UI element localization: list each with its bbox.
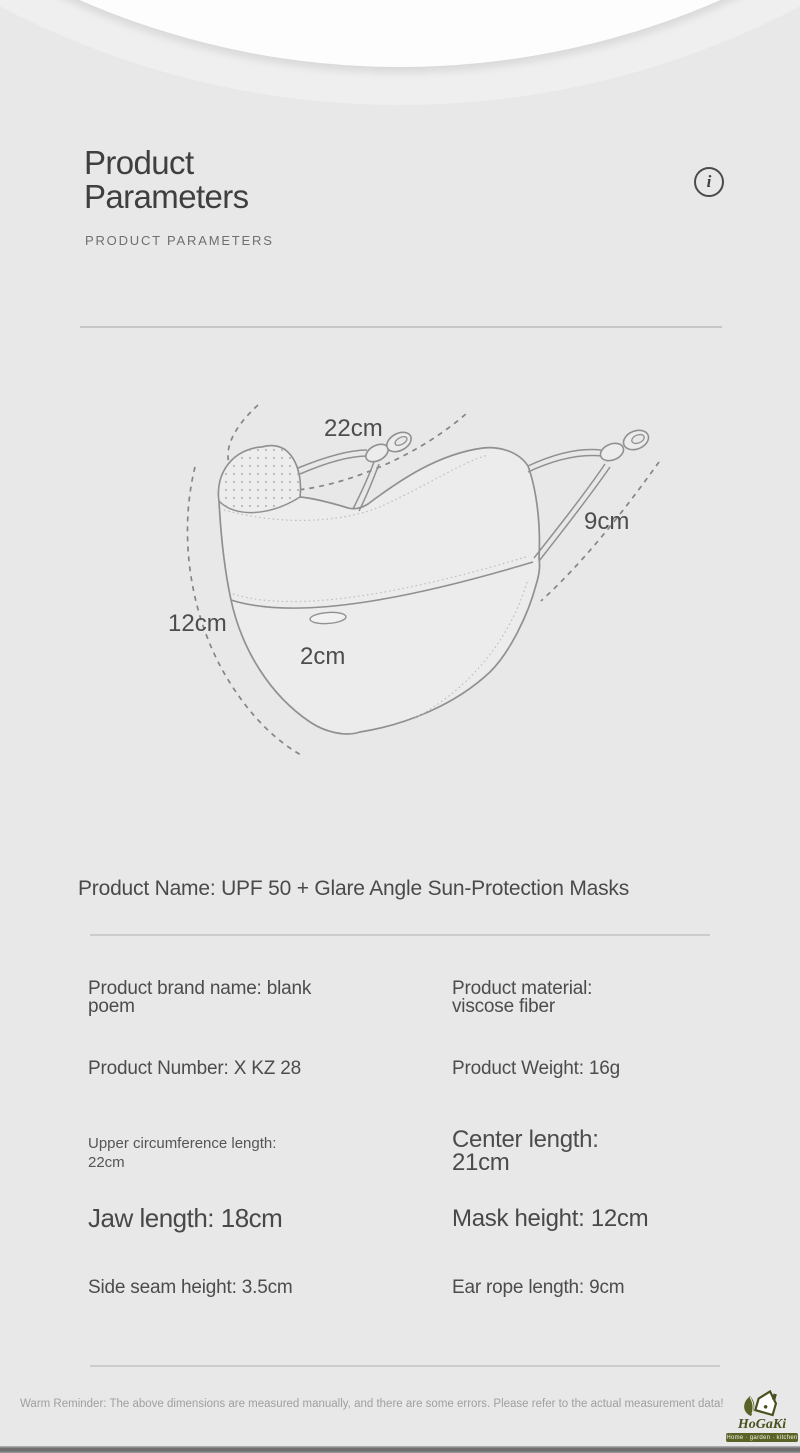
page-title: Product Parameters — [84, 144, 249, 215]
brand-logo — [726, 1384, 798, 1444]
dim-label-upper-circumference: 22cm — [324, 415, 383, 442]
spec-product-number: Product Number: X KZ 28 — [88, 1058, 301, 1079]
info-icon-glyph: i — [706, 172, 712, 191]
brand-tagline: Home · garden · kitchen — [726, 1434, 798, 1441]
page-subtitle: PRODUCT PARAMETERS — [85, 233, 274, 248]
spec-ear-rope-length: Ear rope length: 9cm — [452, 1277, 625, 1298]
brand-name: HoGaKi — [737, 1417, 787, 1432]
warm-reminder: Warm Reminder: The above dimensions are measured manually, and there are some errors. Please refer to the actual measurement data! — [20, 1398, 724, 1410]
nose-patch-dots — [218, 446, 300, 513]
spec-brand-name: Product brand name: blank poem — [88, 978, 312, 1017]
dim-label-mask-height: 12cm — [168, 610, 227, 637]
spec-jaw-length: Jaw length: 18cm — [88, 1203, 283, 1233]
bottom-bar — [0, 1446, 800, 1453]
mask-diagram — [150, 380, 670, 780]
product-name: Product Name: UPF 50 + Glare Angle Sun-Protection Masks — [78, 877, 630, 900]
right-rope-toggle — [598, 440, 626, 464]
footer-divider — [90, 1365, 720, 1367]
info-icon — [694, 167, 724, 197]
spec-mask-height: Mask height: 12cm — [452, 1205, 649, 1232]
dim-label-ear-rope: 9cm — [584, 508, 630, 535]
spec-product-weight: Product Weight: 16g — [452, 1058, 621, 1079]
spec-upper-circumference: Upper circumference length: 22cm — [88, 1135, 277, 1171]
spec-center-length: Center length: 21cm — [452, 1126, 599, 1176]
product-name-divider — [90, 934, 710, 936]
house-leaf-icon — [740, 1384, 784, 1420]
dim-label-vent: 2cm — [300, 643, 346, 670]
spec-side-seam-height: Side seam height: 3.5cm — [88, 1277, 293, 1298]
house-shape — [755, 1389, 778, 1415]
header-divider — [80, 326, 722, 328]
right-ear-rope — [528, 450, 610, 561]
spec-material: Product material: viscose fiber — [452, 978, 593, 1017]
